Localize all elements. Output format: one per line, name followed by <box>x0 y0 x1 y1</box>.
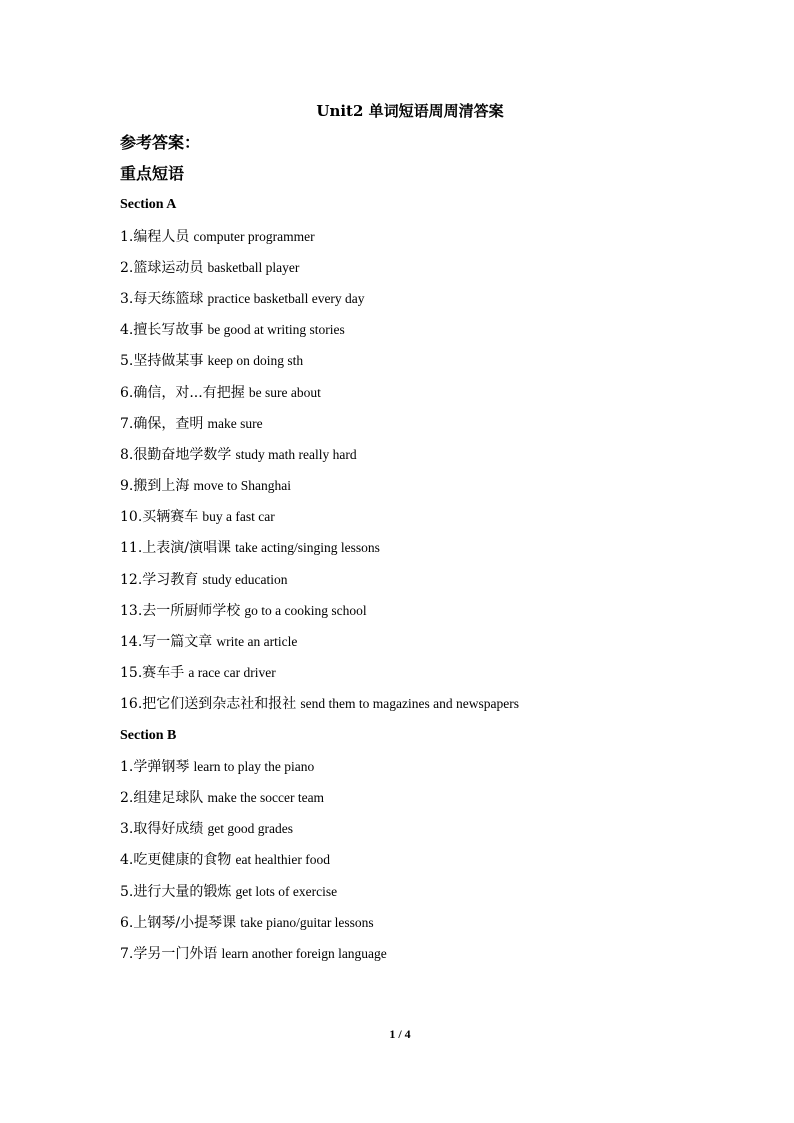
list-item <box>120 881 760 912</box>
list-item <box>120 662 760 693</box>
list-item <box>120 257 760 288</box>
phrase-chinese: 6.上钢琴/小提琴课 <box>120 914 237 931</box>
phrase-english: get lots of exercise <box>235 883 338 899</box>
phrase-english: get good grades <box>207 821 293 837</box>
phrase-english: keep on doing sth <box>207 353 304 369</box>
phrase-english: be sure about <box>248 384 321 400</box>
list-item <box>120 631 760 662</box>
phrase-english: send them to magazines and newspapers <box>300 696 519 712</box>
phrase-english: write an article <box>216 634 298 649</box>
phrase-english: be good at writing stories <box>207 322 345 338</box>
page-title: Unit2 单词短语周周清答案 <box>316 102 504 120</box>
phrase-chinese: 4.吃更健康的食物 <box>120 852 232 869</box>
list-item <box>120 537 760 568</box>
phrase-english: learn to play the piano <box>193 758 315 774</box>
list-item <box>120 475 760 506</box>
list-item <box>120 226 760 257</box>
phrase-english: move to Shanghai <box>193 478 291 494</box>
phrase-english: make sure <box>207 415 263 431</box>
document-body <box>120 132 760 974</box>
phrase-chinese: 2.篮球运动员 <box>120 259 204 276</box>
list-item <box>120 288 760 319</box>
phrase-chinese: 11.上表演/演唱课 <box>120 540 231 557</box>
key-phrases-heading: 重点短语 <box>120 164 185 184</box>
section-a-label: Section A <box>120 197 177 213</box>
phrase-english: go to a cooking school <box>244 602 367 618</box>
phrase-chinese: 5.坚持做某事 <box>120 353 204 370</box>
list-item <box>120 413 760 444</box>
phrase-english: take piano/guitar lessons <box>240 914 374 930</box>
phrase-english: a race car driver <box>188 665 276 681</box>
phrase-english: buy a fast car <box>202 509 275 525</box>
phrase-chinese: 9.搬到上海 <box>120 478 190 495</box>
phrase-chinese: 15.赛车手 <box>120 665 185 682</box>
phrase-english: study education <box>202 571 288 587</box>
list-item <box>120 943 760 974</box>
list-item <box>120 818 760 849</box>
list-item <box>120 350 760 381</box>
list-item <box>120 569 760 600</box>
phrase-chinese: 6.确信，对...有把握 <box>120 384 245 401</box>
phrase-chinese: 4.擅长写故事 <box>120 322 204 339</box>
phrase-english: basketball player <box>207 259 300 275</box>
answer-heading: 参考答案： <box>120 133 201 152</box>
phrase-english: make the soccer team <box>207 789 325 805</box>
phrase-chinese: 10.买辆赛车 <box>120 509 199 526</box>
phrase-chinese: 14.写一篇文章 <box>120 634 213 650</box>
section-b-label: Section B <box>120 727 177 743</box>
phrase-english: study math really hard <box>235 446 357 462</box>
list-item <box>120 693 760 724</box>
list-item <box>120 444 760 475</box>
phrase-chinese: 3.每天练篮球 <box>120 290 204 307</box>
phrase-chinese: 3.取得好成绩 <box>120 821 204 838</box>
list-item <box>120 506 760 537</box>
list-item <box>120 319 760 350</box>
page-number: 1 / 4 <box>389 1027 411 1041</box>
list-item <box>120 600 760 631</box>
list-item <box>120 382 760 413</box>
phrase-chinese: 2.组建足球队 <box>120 789 204 806</box>
phrase-chinese: 8.很勤奋地学数学 <box>120 446 232 463</box>
phrase-english: learn another foreign language <box>221 945 387 961</box>
list-item <box>120 912 760 943</box>
phrase-english: take acting/singing lessons <box>235 540 380 556</box>
phrase-chinese: 1.编程人员 <box>120 228 190 245</box>
phrase-chinese: 13.去一所厨师学校 <box>120 602 241 619</box>
phrase-english: eat healthier food <box>235 852 330 868</box>
phrase-chinese: 16.把它们送到杂志社和报社 <box>120 696 297 713</box>
list-item <box>120 756 760 787</box>
phrase-chinese: 12.学习教育 <box>120 571 199 588</box>
list-item <box>120 787 760 818</box>
phrase-english: computer programmer <box>193 228 315 244</box>
phrase-english: practice basketball every day <box>207 290 365 306</box>
list-item <box>120 849 760 880</box>
phrase-chinese: 5.进行大量的锻炼 <box>120 883 232 900</box>
phrase-chinese: 1.学弹钢琴 <box>120 758 190 775</box>
phrase-chinese: 7.确保，查明 <box>120 415 204 432</box>
phrase-chinese: 7.学另一门外语 <box>120 945 218 962</box>
